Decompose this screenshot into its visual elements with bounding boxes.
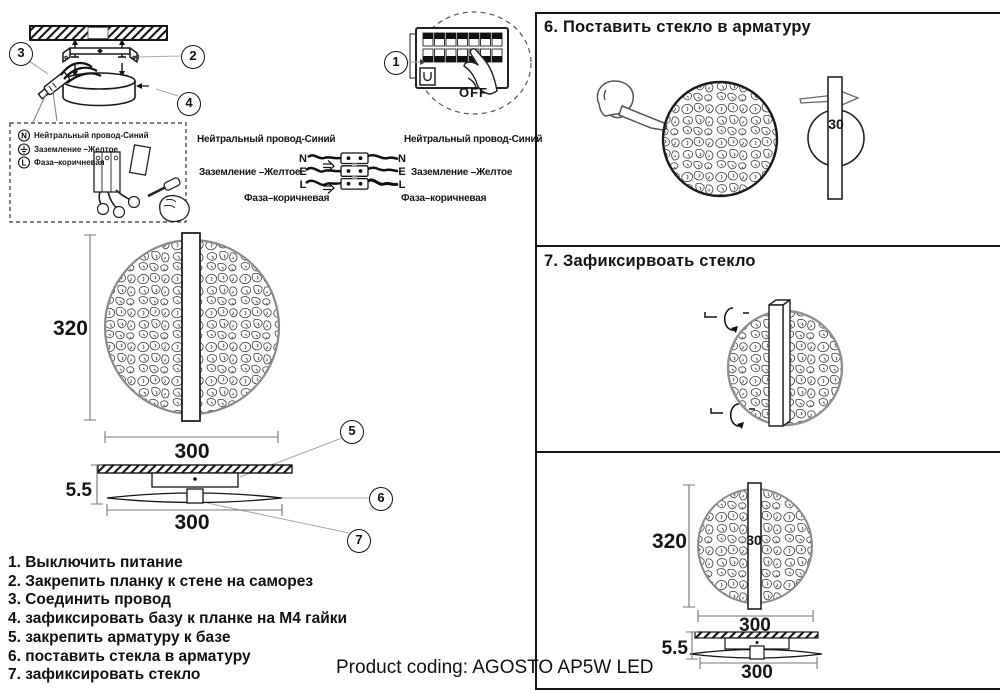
- step-item-3: 3. Соединить провод: [8, 591, 171, 609]
- callout-4: 4: [177, 92, 201, 116]
- wiring-diagram: [306, 153, 398, 194]
- wire-end-l-icon: [129, 197, 140, 208]
- wiring-right-neutral-label: Нейтральный провод-Синий: [404, 134, 543, 145]
- mounting-bracket: [63, 48, 137, 62]
- terminal-l-right: L: [398, 179, 406, 191]
- wiring-right-phase-label: Фаза–коричневая: [401, 193, 487, 204]
- terminal-e-right: E: [398, 166, 406, 178]
- screw-arrows: [71, 39, 126, 77]
- wiring-right-ground-label: Заземление –Желтое: [411, 167, 513, 178]
- panel6-bar-dim: 30: [828, 116, 844, 132]
- installation-steps: [8, 554, 347, 685]
- panel-divider-1: [535, 245, 1000, 247]
- legend-phase-label: Фаза–коричневая: [34, 158, 105, 167]
- step-item-2: 2. Закрепить планку к стене на саморез: [8, 572, 314, 590]
- wiring-left-phase-label: Фаза–коричневая: [244, 193, 330, 204]
- side-thickness-dim: 5.5: [65, 480, 92, 501]
- callout-5: 5: [340, 420, 364, 444]
- step-item-5: 5. закрепить арматуру к базе: [8, 628, 231, 646]
- terminal-n-left: N: [299, 153, 307, 165]
- hand-icon: [160, 196, 190, 222]
- panel-divider-2: [535, 451, 1000, 453]
- front-width-dim: 300: [174, 440, 210, 463]
- front-height-dim: 320: [52, 317, 88, 340]
- terminal-e-left: E: [299, 166, 307, 178]
- callout-2: 2: [181, 45, 205, 69]
- panel-width-top-dim: 300: [739, 615, 771, 636]
- phase-symbol: L: [21, 158, 27, 168]
- wiring-left-neutral-label: Нейтральный провод-Синий: [197, 134, 336, 145]
- front-view: [84, 233, 279, 443]
- callout-1: 1: [384, 51, 408, 75]
- terminal-l-left: L: [299, 179, 307, 191]
- legend-neutral-label: Нейтральный провод-Синий: [34, 131, 149, 140]
- step-item-1: 1. Выключить питание: [8, 554, 183, 571]
- mount-plate: [98, 465, 292, 473]
- callout-7: 7: [347, 529, 371, 553]
- center-bar: [182, 233, 200, 421]
- step-item-6: 6. поставить стекла в арматуру: [8, 647, 251, 665]
- off-label: OFF: [459, 85, 488, 100]
- wiring-left-ground-label: Заземление –Желтое: [199, 167, 301, 178]
- terminal-connection-art: [94, 145, 189, 222]
- neutral-symbol: N: [21, 131, 27, 141]
- step-item-7: 7. зафиксировать стекло: [8, 666, 201, 684]
- clip: [187, 489, 203, 503]
- callout-3: 3: [9, 42, 33, 66]
- legend-ground-label: Заземление –Желтое: [34, 145, 118, 154]
- wire-end-n-icon: [98, 204, 109, 215]
- wire-end-earth-icon: [114, 207, 125, 218]
- panel7-title: 7. Зафиксирвоать стекло: [544, 252, 756, 270]
- terminal-blocks: [341, 153, 368, 189]
- terminal-n-right: N: [398, 153, 406, 165]
- panel-thickness-dim: 5.5: [661, 638, 688, 659]
- panel-height-dim: 320: [651, 530, 687, 553]
- side-width-dim: 300: [174, 511, 210, 534]
- panel-width-bottom-dim: 300: [741, 662, 773, 683]
- product-coding: Product coding: AGOSTO AP5W LED: [336, 657, 654, 678]
- callout-6: 6: [369, 487, 393, 511]
- insert-arrow-icons: [323, 161, 334, 194]
- main-switch-icon: [420, 68, 435, 85]
- mount-diagram: [30, 26, 167, 106]
- wall-slot: [88, 28, 108, 39]
- panel6-title: 6. Поставить стекло в арматуру: [544, 18, 811, 36]
- panel-bar-dim: 30: [746, 532, 762, 548]
- step-item-4: 4. зафиксировать базу к планке на М4 гайки: [8, 610, 348, 628]
- side-view: [91, 465, 292, 516]
- right-panels-border: [535, 12, 1000, 690]
